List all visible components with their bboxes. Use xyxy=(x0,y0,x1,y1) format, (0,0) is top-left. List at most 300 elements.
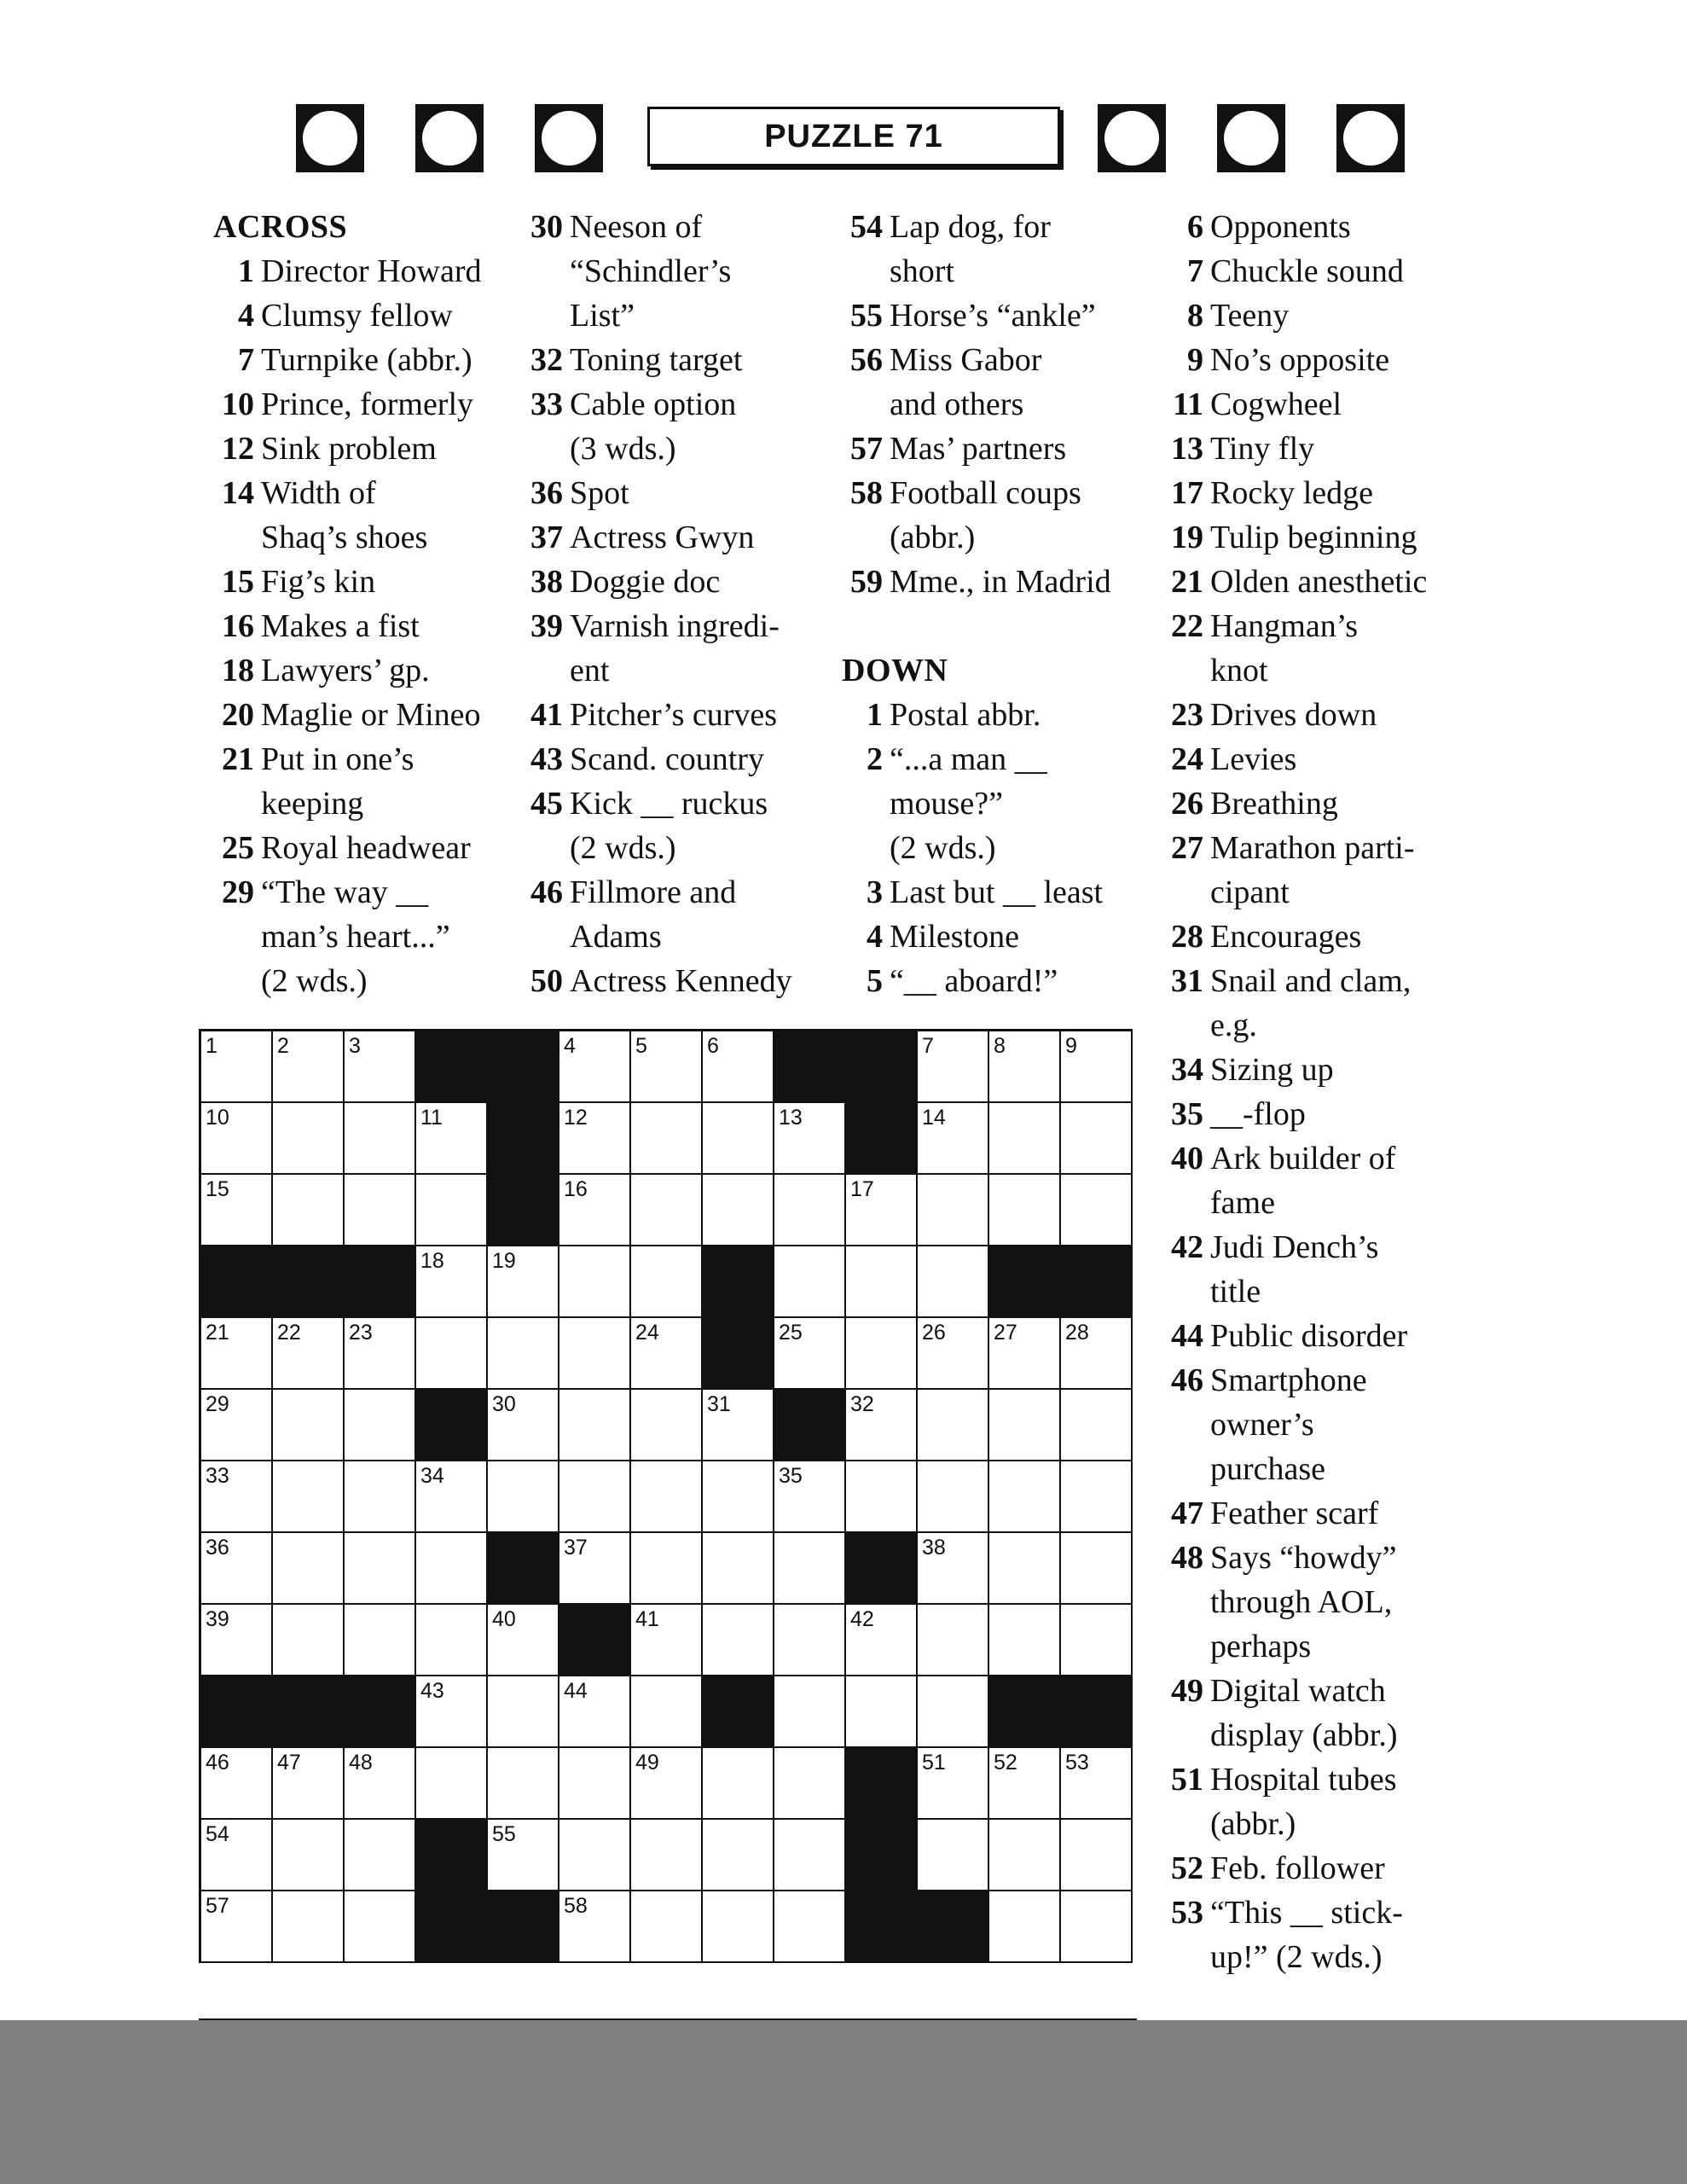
down-clue-47 xyxy=(1162,1491,1487,1536)
clue-number: 43 xyxy=(530,741,563,777)
grid-block xyxy=(774,1390,846,1461)
clue-line: (abbr.) xyxy=(890,520,976,555)
clue-number: 13 xyxy=(1171,431,1203,467)
grid-cell[interactable] xyxy=(488,1461,559,1533)
clue-number: 11 xyxy=(1173,386,1203,422)
grid-cell[interactable] xyxy=(345,1390,416,1461)
grid-cell[interactable] xyxy=(273,1031,345,1103)
grid-cell[interactable] xyxy=(559,1820,631,1891)
grid-cell[interactable] xyxy=(201,1175,273,1246)
grid-cell[interactable] xyxy=(1061,1318,1133,1390)
clue-text xyxy=(890,338,1159,427)
grid-cell[interactable] xyxy=(918,1175,989,1246)
cell-number: 32 xyxy=(850,1392,874,1416)
cell-number: 35 xyxy=(779,1464,803,1488)
grid-cell[interactable] xyxy=(774,1103,846,1175)
decorative-box-icon xyxy=(1098,104,1166,172)
clue-text xyxy=(570,515,846,560)
grid-cell[interactable] xyxy=(1061,1533,1133,1605)
grid-cell[interactable] xyxy=(273,1390,345,1461)
grid-cell[interactable] xyxy=(846,1318,918,1390)
clue-text xyxy=(570,604,846,693)
grid-cell[interactable] xyxy=(345,1103,416,1175)
grid-cell[interactable] xyxy=(1061,1605,1133,1676)
grid-block xyxy=(201,1676,273,1748)
grid-cell[interactable] xyxy=(918,1031,989,1103)
grid-cell[interactable] xyxy=(345,1533,416,1605)
clue-number: 33 xyxy=(530,386,563,422)
grid-cell[interactable] xyxy=(631,1246,703,1318)
grid-cell[interactable] xyxy=(416,1533,488,1605)
grid-cell[interactable] xyxy=(559,1246,631,1318)
grid-cell[interactable] xyxy=(989,1748,1061,1820)
clue-line: Judi Dench’s xyxy=(1210,1229,1379,1265)
cell-number: 44 xyxy=(564,1679,588,1703)
clue-text xyxy=(1210,1136,1487,1225)
grid-block xyxy=(846,1533,918,1605)
grid-cell[interactable] xyxy=(918,1246,989,1318)
grid-cell[interactable] xyxy=(559,1891,631,1963)
clue-line: Lap dog, for xyxy=(890,209,1051,245)
clue-text xyxy=(1210,959,1487,1048)
grid-cell[interactable] xyxy=(703,1175,774,1246)
clue-line: Adams xyxy=(570,919,662,955)
cell-number: 42 xyxy=(850,1607,874,1631)
grid-cell[interactable] xyxy=(989,1103,1061,1175)
cell-number: 28 xyxy=(1065,1321,1089,1345)
clue-number: 49 xyxy=(1171,1673,1203,1709)
clue-number: 7 xyxy=(238,342,254,378)
grid-cell[interactable] xyxy=(273,1533,345,1605)
scan-border xyxy=(0,2020,1687,2184)
down-clue-53 xyxy=(1162,1891,1487,1979)
clue-text xyxy=(890,693,1159,737)
clue-line: (2 wds.) xyxy=(261,963,368,999)
grid-cell[interactable] xyxy=(918,1533,989,1605)
grid-cell[interactable] xyxy=(416,1175,488,1246)
clue-line: Maglie or Mineo xyxy=(261,697,481,733)
cell-number: 16 xyxy=(564,1177,588,1201)
across-clue-46 xyxy=(522,870,846,959)
grid-cell[interactable] xyxy=(631,1175,703,1246)
grid-cell[interactable] xyxy=(559,1461,631,1533)
down-clue-48 xyxy=(1162,1536,1487,1669)
grid-cell[interactable] xyxy=(1061,1103,1133,1175)
grid-cell[interactable] xyxy=(774,1461,846,1533)
clue-text xyxy=(1210,1846,1487,1891)
clue-text xyxy=(261,560,520,604)
grid-cell[interactable] xyxy=(1061,1390,1133,1461)
grid-cell[interactable] xyxy=(201,1820,273,1891)
across-clue-20 xyxy=(213,693,520,737)
grid-cell[interactable] xyxy=(1061,1748,1133,1820)
down-clue-19 xyxy=(1162,515,1487,560)
down-clue-9 xyxy=(1162,338,1487,382)
clue-number: 4 xyxy=(238,298,254,334)
clue-text xyxy=(570,693,846,737)
grid-cell[interactable] xyxy=(703,1748,774,1820)
grid-cell[interactable] xyxy=(488,1390,559,1461)
grid-cell[interactable] xyxy=(774,1318,846,1390)
cell-number: 58 xyxy=(564,1894,588,1918)
clue-line: Miss Gabor xyxy=(890,342,1042,378)
grid-cell[interactable] xyxy=(1061,1820,1133,1891)
grid-cell[interactable] xyxy=(273,1820,345,1891)
clue-number: 10 xyxy=(222,386,254,422)
grid-cell[interactable] xyxy=(631,1031,703,1103)
grid-cell[interactable] xyxy=(989,1318,1061,1390)
grid-cell[interactable] xyxy=(989,1533,1061,1605)
clue-number: 31 xyxy=(1171,963,1203,999)
clue-column-3 xyxy=(842,205,1159,1003)
grid-cell[interactable] xyxy=(559,1031,631,1103)
grid-cell[interactable] xyxy=(416,1246,488,1318)
grid-cell[interactable] xyxy=(918,1605,989,1676)
cell-number: 15 xyxy=(206,1177,229,1201)
grid-cell[interactable] xyxy=(918,1461,989,1533)
clue-number: 15 xyxy=(222,564,254,600)
grid-cell[interactable] xyxy=(774,1676,846,1748)
clue-line: knot xyxy=(1210,653,1268,688)
clue-line: Last but __ least xyxy=(890,874,1104,910)
grid-cell[interactable] xyxy=(631,1533,703,1605)
down-clue-34 xyxy=(1162,1048,1487,1092)
clue-number: 1 xyxy=(867,697,883,733)
grid-cell[interactable] xyxy=(989,1175,1061,1246)
clue-text xyxy=(1210,427,1487,471)
grid-cell[interactable] xyxy=(559,1175,631,1246)
grid-cell[interactable] xyxy=(631,1461,703,1533)
grid-cell[interactable] xyxy=(774,1820,846,1891)
grid-cell[interactable] xyxy=(846,1390,918,1461)
grid-cell[interactable] xyxy=(559,1533,631,1605)
grid-cell[interactable] xyxy=(559,1748,631,1820)
clue-line: Milestone xyxy=(890,919,1019,955)
clue-text xyxy=(570,959,846,1003)
grid-cell[interactable] xyxy=(345,1318,416,1390)
grid-cell[interactable] xyxy=(416,1748,488,1820)
grid-cell[interactable] xyxy=(631,1820,703,1891)
grid-cell[interactable] xyxy=(201,1318,273,1390)
clue-line: Tiny fly xyxy=(1210,431,1315,467)
grid-cell[interactable] xyxy=(488,1748,559,1820)
grid-cell[interactable] xyxy=(559,1103,631,1175)
grid-cell[interactable] xyxy=(488,1246,559,1318)
grid-cell[interactable] xyxy=(559,1676,631,1748)
clue-text xyxy=(570,781,846,870)
clue-text xyxy=(570,338,846,382)
across-clue-54 xyxy=(842,205,1159,293)
grid-cell[interactable] xyxy=(273,1318,345,1390)
clue-text xyxy=(890,205,1159,293)
grid-block xyxy=(273,1246,345,1318)
grid-cell[interactable] xyxy=(345,1605,416,1676)
grid-cell[interactable] xyxy=(201,1891,273,1963)
grid-cell[interactable] xyxy=(989,1031,1061,1103)
grid-block xyxy=(846,1748,918,1820)
grid-cell[interactable] xyxy=(201,1031,273,1103)
grid-cell[interactable] xyxy=(918,1103,989,1175)
across-clue-7 xyxy=(213,338,520,382)
grid-cell[interactable] xyxy=(846,1676,918,1748)
clue-number: 23 xyxy=(1171,697,1203,733)
grid-cell[interactable] xyxy=(1061,1031,1133,1103)
grid-cell[interactable] xyxy=(631,1103,703,1175)
grid-cell[interactable] xyxy=(345,1891,416,1963)
grid-cell[interactable] xyxy=(631,1605,703,1676)
clue-number: 27 xyxy=(1171,830,1203,866)
clue-number: 46 xyxy=(530,874,563,910)
grid-cell[interactable] xyxy=(201,1461,273,1533)
across-clue-21 xyxy=(213,737,520,826)
grid-block xyxy=(703,1318,774,1390)
grid-block xyxy=(345,1676,416,1748)
down-clue-31 xyxy=(1162,959,1487,1048)
clue-number: 24 xyxy=(1171,741,1203,777)
clue-number: 4 xyxy=(867,919,883,955)
clue-number: 36 xyxy=(530,475,563,511)
grid-cell[interactable] xyxy=(345,1175,416,1246)
clue-line: through AOL, xyxy=(1210,1584,1393,1620)
cell-number: 37 xyxy=(564,1536,588,1560)
clue-number: 2 xyxy=(867,741,883,777)
clue-number: 48 xyxy=(1171,1540,1203,1576)
clue-text xyxy=(1210,737,1487,781)
grid-cell[interactable] xyxy=(631,1318,703,1390)
grid-cell[interactable] xyxy=(989,1390,1061,1461)
clue-number: 45 xyxy=(530,786,563,822)
cell-number: 38 xyxy=(922,1536,946,1560)
cell-number: 25 xyxy=(779,1321,803,1345)
grid-cell[interactable] xyxy=(201,1748,273,1820)
clue-text xyxy=(1210,1757,1487,1846)
cell-number: 34 xyxy=(420,1464,444,1488)
grid-block xyxy=(918,1891,989,1963)
clue-number: 12 xyxy=(222,431,254,467)
clue-line: Shaq’s shoes xyxy=(261,520,428,555)
clue-text xyxy=(1210,249,1487,293)
across-clue-18 xyxy=(213,648,520,693)
clue-line: Levies xyxy=(1210,741,1297,777)
clue-text xyxy=(1210,781,1487,826)
grid-cell[interactable] xyxy=(989,1605,1061,1676)
clue-number: 46 xyxy=(1171,1362,1203,1398)
grid-cell[interactable] xyxy=(345,1748,416,1820)
clue-number: 35 xyxy=(1171,1096,1203,1132)
grid-cell[interactable] xyxy=(273,1103,345,1175)
grid-cell[interactable] xyxy=(488,1820,559,1891)
grid-cell[interactable] xyxy=(989,1461,1061,1533)
down-clue-4 xyxy=(842,915,1159,959)
down-clue-51 xyxy=(1162,1757,1487,1846)
grid-cell[interactable] xyxy=(703,1390,774,1461)
grid-cell[interactable] xyxy=(846,1605,918,1676)
grid-cell[interactable] xyxy=(201,1533,273,1605)
grid-cell[interactable] xyxy=(989,1891,1061,1963)
clue-line: Opponents xyxy=(1210,209,1351,245)
decorative-box-icon xyxy=(296,104,364,172)
grid-cell[interactable] xyxy=(345,1461,416,1533)
clue-text xyxy=(261,693,520,737)
grid-cell[interactable] xyxy=(488,1676,559,1748)
grid-block xyxy=(1061,1246,1133,1318)
grid-cell[interactable] xyxy=(703,1605,774,1676)
grid-cell[interactable] xyxy=(918,1318,989,1390)
cell-number: 46 xyxy=(206,1751,229,1774)
grid-cell[interactable] xyxy=(703,1461,774,1533)
clue-line: Fig’s kin xyxy=(261,564,376,600)
grid-block xyxy=(416,1820,488,1891)
clue-line: Cable option xyxy=(570,386,737,422)
cell-number: 8 xyxy=(994,1034,1006,1058)
grid-cell[interactable] xyxy=(631,1676,703,1748)
clue-text xyxy=(570,737,846,781)
cell-number: 30 xyxy=(492,1392,516,1416)
clue-line: Rocky ledge xyxy=(1210,475,1374,511)
clue-line: Mme., in Madrid xyxy=(890,564,1111,600)
clue-text xyxy=(261,338,520,382)
grid-cell[interactable] xyxy=(1061,1175,1133,1246)
grid-block xyxy=(488,1103,559,1175)
clue-number: 51 xyxy=(1171,1762,1203,1798)
clue-text xyxy=(261,382,520,427)
clue-text xyxy=(1210,1491,1487,1536)
grid-cell[interactable] xyxy=(488,1605,559,1676)
grid-cell[interactable] xyxy=(846,1246,918,1318)
grid-cell[interactable] xyxy=(416,1461,488,1533)
grid-cell[interactable] xyxy=(774,1891,846,1963)
clue-text xyxy=(890,560,1159,604)
grid-block xyxy=(416,1891,488,1963)
clue-line: Spot xyxy=(570,475,629,511)
grid-cell[interactable] xyxy=(703,1533,774,1605)
grid-cell[interactable] xyxy=(918,1820,989,1891)
grid-cell[interactable] xyxy=(846,1175,918,1246)
cell-number: 4 xyxy=(564,1034,576,1058)
down-clue-5 xyxy=(842,959,1159,1003)
grid-cell[interactable] xyxy=(703,1103,774,1175)
grid-cell[interactable] xyxy=(774,1533,846,1605)
cell-number: 18 xyxy=(420,1249,444,1273)
clue-line: Varnish ingredi- xyxy=(570,608,780,644)
grid-cell[interactable] xyxy=(416,1676,488,1748)
clue-line: ent xyxy=(570,653,610,688)
cell-number: 21 xyxy=(206,1321,229,1345)
cell-number: 22 xyxy=(277,1321,301,1345)
grid-cell[interactable] xyxy=(774,1246,846,1318)
clue-number: 59 xyxy=(850,564,883,600)
clue-number: 53 xyxy=(1171,1895,1203,1931)
grid-block xyxy=(201,1246,273,1318)
clue-line: Fillmore and xyxy=(570,874,737,910)
grid-cell[interactable] xyxy=(345,1820,416,1891)
grid-cell[interactable] xyxy=(273,1891,345,1963)
clue-text xyxy=(890,959,1159,1003)
grid-cell[interactable] xyxy=(416,1103,488,1175)
clue-line: Makes a fist xyxy=(261,608,420,644)
clue-text xyxy=(1210,1669,1487,1757)
grid-cell[interactable] xyxy=(703,1820,774,1891)
grid-cell[interactable] xyxy=(345,1031,416,1103)
grid-cell[interactable] xyxy=(918,1676,989,1748)
grid-cell[interactable] xyxy=(774,1605,846,1676)
grid-cell[interactable] xyxy=(1061,1891,1133,1963)
cell-number: 2 xyxy=(277,1034,289,1058)
grid-cell[interactable] xyxy=(631,1891,703,1963)
cell-number: 11 xyxy=(420,1106,443,1130)
grid-cell[interactable] xyxy=(273,1605,345,1676)
down-clue-6 xyxy=(1162,205,1487,249)
clue-column-2 xyxy=(522,205,846,1003)
grid-cell[interactable] xyxy=(273,1461,345,1533)
cell-number: 19 xyxy=(492,1249,516,1273)
clue-number: 39 xyxy=(530,608,563,644)
clue-line: Turnpike (abbr.) xyxy=(261,342,472,378)
grid-block xyxy=(273,1676,345,1748)
grid-cell[interactable] xyxy=(774,1748,846,1820)
grid-cell[interactable] xyxy=(631,1390,703,1461)
grid-cell[interactable] xyxy=(918,1390,989,1461)
grid-cell[interactable] xyxy=(989,1820,1061,1891)
clue-line: Doggie doc xyxy=(570,564,721,600)
grid-cell[interactable] xyxy=(846,1461,918,1533)
grid-cell[interactable] xyxy=(488,1318,559,1390)
clue-line: Feather scarf xyxy=(1210,1496,1379,1531)
grid-cell[interactable] xyxy=(416,1318,488,1390)
clue-number: 50 xyxy=(530,963,563,999)
clue-line: Football coups xyxy=(890,475,1081,511)
grid-cell[interactable] xyxy=(703,1891,774,1963)
decorative-box-icon xyxy=(415,104,484,172)
clue-line: Toning target xyxy=(570,342,743,378)
clue-number: 3 xyxy=(867,874,883,910)
grid-cell[interactable] xyxy=(559,1318,631,1390)
clue-text xyxy=(261,249,520,293)
clue-line: display (abbr.) xyxy=(1210,1717,1398,1753)
clue-line: fame xyxy=(1210,1185,1275,1221)
grid-cell[interactable] xyxy=(774,1175,846,1246)
clue-number: 41 xyxy=(530,697,563,733)
across-clue-41 xyxy=(522,693,846,737)
grid-cell[interactable] xyxy=(631,1748,703,1820)
grid-cell[interactable] xyxy=(201,1605,273,1676)
grid-cell[interactable] xyxy=(201,1390,273,1461)
grid-cell[interactable] xyxy=(703,1031,774,1103)
clue-text xyxy=(890,427,1159,471)
clue-text xyxy=(261,471,520,560)
grid-cell[interactable] xyxy=(416,1605,488,1676)
grid-block xyxy=(846,1031,918,1103)
cell-number: 14 xyxy=(922,1106,946,1130)
clue-number: 47 xyxy=(1171,1496,1203,1531)
clue-line: owner’s xyxy=(1210,1407,1314,1443)
cell-number: 9 xyxy=(1065,1034,1077,1058)
clue-line: purchase xyxy=(1210,1451,1326,1487)
grid-cell[interactable] xyxy=(559,1390,631,1461)
clue-number: 21 xyxy=(1171,564,1203,600)
grid-block xyxy=(416,1390,488,1461)
clue-line: Public disorder xyxy=(1210,1318,1408,1354)
grid-cell[interactable] xyxy=(1061,1461,1133,1533)
clue-line: (2 wds.) xyxy=(890,830,996,866)
grid-cell[interactable] xyxy=(918,1748,989,1820)
down-clue-52 xyxy=(1162,1846,1487,1891)
clue-number: 40 xyxy=(1171,1141,1203,1176)
grid-cell[interactable] xyxy=(201,1103,273,1175)
grid-cell[interactable] xyxy=(273,1748,345,1820)
grid-cell[interactable] xyxy=(273,1175,345,1246)
clue-line: Teeny xyxy=(1210,298,1290,334)
